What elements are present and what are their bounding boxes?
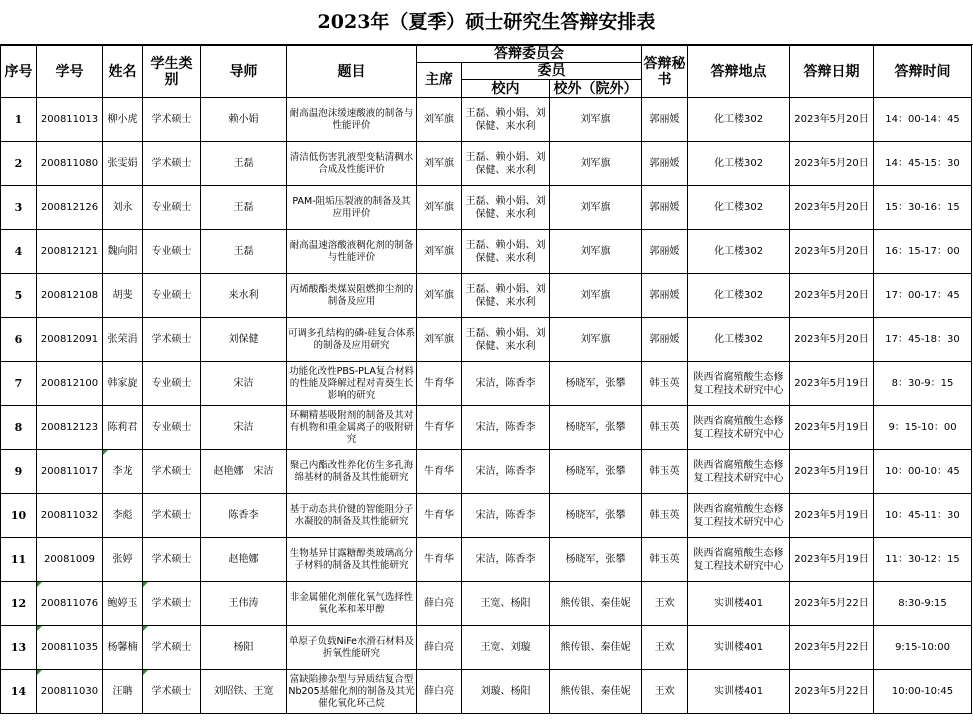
cell-location[interactable]: 化工楼302 xyxy=(688,186,790,230)
cell-name[interactable]: 李彪 xyxy=(103,494,143,538)
cell-secretary[interactable]: 韩玉英 xyxy=(642,406,688,450)
cell-student-id[interactable]: 200811035 xyxy=(37,626,103,670)
cell-advisor[interactable]: 王磊 xyxy=(201,186,287,230)
cell-time[interactable]: 16：15-17：00 xyxy=(874,230,972,274)
header-members: 委员 xyxy=(462,63,642,80)
table-row xyxy=(1,186,972,230)
header-committee: 答辩委员会 xyxy=(417,46,642,63)
cell-time[interactable]: 10：00-10：45 xyxy=(874,450,972,494)
cell-name[interactable]: 汪聃 xyxy=(103,670,143,714)
cell-name[interactable]: 刘永 xyxy=(103,186,143,230)
cell-student-id[interactable]: 200812091 xyxy=(37,318,103,362)
header-date: 答辩日期 xyxy=(790,46,874,98)
cell-location[interactable]: 化工楼302 xyxy=(688,318,790,362)
cell-chair[interactable]: 刘军旗 xyxy=(417,274,462,318)
cell-seq[interactable]: 12 xyxy=(1,582,37,626)
cell-internal[interactable]: 王磊、赖小娟、刘保健、来水利 xyxy=(462,98,550,142)
cell-internal[interactable]: 刘璇、杨阳 xyxy=(462,670,550,714)
cell-category[interactable]: 学术硕士 xyxy=(143,98,201,142)
cell-name[interactable]: 陈莉君 xyxy=(103,406,143,450)
cell-category[interactable]: 专业硕士 xyxy=(143,362,201,406)
cell-location[interactable]: 陕西省腐殖酸生态修复工程技术研究中心 xyxy=(688,406,790,450)
table-body xyxy=(1,98,972,714)
cell-time[interactable]: 14：00-14：45 xyxy=(874,98,972,142)
cell-internal[interactable]: 王磊、赖小娟、刘保健、来水利 xyxy=(462,186,550,230)
cell-topic[interactable]: 富缺陷掺杂型与异质结复合型Nb205基催化剂的制备及其光催化氧化环己烷 xyxy=(287,670,417,714)
cell-topic[interactable]: PAM-阻垢压裂液的制备及其应用评价 xyxy=(287,186,417,230)
cell-location[interactable]: 陕西省腐殖酸生态修复工程技术研究中心 xyxy=(688,494,790,538)
cell-seq[interactable]: 2 xyxy=(1,142,37,186)
header-seq: 序号 xyxy=(1,46,37,98)
cell-chair[interactable]: 刘军旗 xyxy=(417,186,462,230)
cell-advisor[interactable]: 赖小娟 xyxy=(201,98,287,142)
cell-seq[interactable]: 4 xyxy=(1,230,37,274)
cell-secretary[interactable]: 郭丽媛 xyxy=(642,230,688,274)
cell-topic[interactable]: 功能化改性PBS-PLA复合材料的性能及降解过程对青葵生长影响的研究 xyxy=(287,362,417,406)
cell-category[interactable]: 专业硕士 xyxy=(143,406,201,450)
table-row xyxy=(1,494,972,538)
cell-chair[interactable]: 刘军旗 xyxy=(417,318,462,362)
cell-chair[interactable]: 牛育华 xyxy=(417,450,462,494)
cell-internal[interactable]: 王磊、赖小娟、刘保健、来水利 xyxy=(462,274,550,318)
cell-location[interactable]: 化工楼302 xyxy=(688,98,790,142)
cell-student-id[interactable]: 200812126 xyxy=(37,186,103,230)
header-location: 答辩地点 xyxy=(688,46,790,98)
cell-location[interactable]: 陕西省腐殖酸生态修复工程技术研究中心 xyxy=(688,362,790,406)
cell-internal[interactable]: 王宽、刘璇 xyxy=(462,626,550,670)
cell-time[interactable]: 14：45-15：30 xyxy=(874,142,972,186)
cell-internal[interactable]: 王宽、杨阳 xyxy=(462,582,550,626)
cell-category[interactable]: 学术硕士 xyxy=(143,538,201,582)
cell-topic[interactable]: 清洁低伤害乳液型变粘清稠水合成及性能评价 xyxy=(287,142,417,186)
cell-student-id[interactable]: 200811032 xyxy=(37,494,103,538)
cell-secretary[interactable]: 韩玉英 xyxy=(642,494,688,538)
cell-chair[interactable]: 刘军旗 xyxy=(417,230,462,274)
cell-internal[interactable]: 王磊、赖小娟、刘保健、来水利 xyxy=(462,142,550,186)
cell-topic[interactable]: 可调多孔结构的磷-硅复合体系的制备及应用研究 xyxy=(287,318,417,362)
header-topic: 题目 xyxy=(287,46,417,98)
cell-seq[interactable]: 13 xyxy=(1,626,37,670)
header-name: 姓名 xyxy=(103,46,143,98)
table-header xyxy=(1,46,972,98)
cell-category[interactable]: 学术硕士 xyxy=(143,450,201,494)
cell-chair[interactable]: 刘军旗 xyxy=(417,98,462,142)
cell-seq[interactable]: 7 xyxy=(1,362,37,406)
cell-name[interactable]: 魏向阳 xyxy=(103,230,143,274)
cell-external[interactable]: 熊传银、秦佳妮 xyxy=(550,626,642,670)
cell-name[interactable]: 柳小虎 xyxy=(103,98,143,142)
header-student-id: 学号 xyxy=(37,46,103,98)
table-row xyxy=(1,362,972,406)
cell-topic[interactable]: 非金属催化剂催化氧气选择性氧化苯和苯甲醇 xyxy=(287,582,417,626)
cell-external[interactable]: 杨晓军，张攀 xyxy=(550,406,642,450)
cell-internal[interactable]: 宋洁，陈香李 xyxy=(462,494,550,538)
cell-time[interactable]: 8:30-9:15 xyxy=(874,582,972,626)
cell-seq[interactable]: 6 xyxy=(1,318,37,362)
cell-date[interactable]: 2023年5月20日 xyxy=(790,318,874,362)
header-internal: 校内 xyxy=(462,80,550,98)
cell-external[interactable]: 杨晓军，张攀 xyxy=(550,362,642,406)
cell-external[interactable]: 刘军旗 xyxy=(550,230,642,274)
cell-date[interactable]: 2023年5月22日 xyxy=(790,582,874,626)
header-chair: 主席 xyxy=(417,63,462,98)
cell-category[interactable]: 学术硕士 xyxy=(143,626,201,670)
cell-seq[interactable]: 8 xyxy=(1,406,37,450)
cell-location[interactable]: 实训楼401 xyxy=(688,582,790,626)
cell-advisor[interactable]: 赵艳娜 宋洁 xyxy=(201,450,287,494)
cell-category[interactable]: 学术硕士 xyxy=(143,494,201,538)
cell-topic[interactable]: 基于动态共价键的智能阻分子水凝胶的制备及其性能研究 xyxy=(287,494,417,538)
cell-external[interactable]: 熊传银、秦佳妮 xyxy=(550,582,642,626)
cell-internal[interactable]: 王磊、赖小娟、刘保健、来水利 xyxy=(462,230,550,274)
cell-topic[interactable]: 生物基异甘露糖醇类玻璃高分子材料的制备及其性能研究 xyxy=(287,538,417,582)
cell-category[interactable]: 专业硕士 xyxy=(143,186,201,230)
table-row xyxy=(1,450,972,494)
table-row xyxy=(1,538,972,582)
cell-secretary[interactable]: 郭丽媛 xyxy=(642,98,688,142)
cell-external[interactable]: 刘军旗 xyxy=(550,142,642,186)
table-row xyxy=(1,626,972,670)
cell-date[interactable]: 2023年5月20日 xyxy=(790,142,874,186)
table-row xyxy=(1,98,972,142)
cell-time[interactable]: 9:15-10:00 xyxy=(874,626,972,670)
cell-student-id[interactable]: 200812123 xyxy=(37,406,103,450)
cell-secretary[interactable]: 王欢 xyxy=(642,582,688,626)
cell-external[interactable]: 杨晓军，张攀 xyxy=(550,494,642,538)
cell-topic[interactable]: 环糊精基吸附剂的制备及其对有机物和重金属离子的吸附研究 xyxy=(287,406,417,450)
cell-secretary[interactable]: 郭丽媛 xyxy=(642,274,688,318)
cell-advisor[interactable]: 宋洁 xyxy=(201,406,287,450)
cell-student-id[interactable]: 200811080 xyxy=(37,142,103,186)
header-time: 答辩时间 xyxy=(874,46,972,98)
cell-date[interactable]: 2023年5月22日 xyxy=(790,670,874,714)
cell-external[interactable]: 熊传银、秦佳妮 xyxy=(550,670,642,714)
cell-student-id[interactable]: 20081009 xyxy=(37,538,103,582)
cell-date[interactable]: 2023年5月19日 xyxy=(790,362,874,406)
cell-name[interactable]: 胡斐 xyxy=(103,274,143,318)
cell-secretary[interactable]: 郭丽媛 xyxy=(642,142,688,186)
cell-secretary[interactable]: 郭丽媛 xyxy=(642,186,688,230)
cell-seq[interactable]: 9 xyxy=(1,450,37,494)
table-row xyxy=(1,406,972,450)
cell-location[interactable]: 化工楼302 xyxy=(688,230,790,274)
cell-location[interactable]: 实训楼401 xyxy=(688,670,790,714)
cell-topic[interactable]: 耐高温速溶酸液稠化剂的制备与性能评价 xyxy=(287,230,417,274)
cell-topic[interactable]: 聚己内酯改性养化仿生多孔海绵基材的制备及其性能研究 xyxy=(287,450,417,494)
cell-time[interactable]: 17：00-17：45 xyxy=(874,274,972,318)
cell-time[interactable]: 17：45-18：30 xyxy=(874,318,972,362)
cell-secretary[interactable]: 郭丽媛 xyxy=(642,318,688,362)
cell-external[interactable]: 刘军旗 xyxy=(550,318,642,362)
cell-internal[interactable]: 宋洁，陈香李 xyxy=(462,538,550,582)
cell-seq[interactable]: 1 xyxy=(1,98,37,142)
cell-category[interactable]: 学术硕士 xyxy=(143,318,201,362)
cell-topic[interactable]: 丙烯酸酯类煤炭阻燃抑尘剂的制备及应用 xyxy=(287,274,417,318)
cell-chair[interactable]: 牛育华 xyxy=(417,538,462,582)
cell-name[interactable]: 鲍婷玉 xyxy=(103,582,143,626)
table-row xyxy=(1,582,972,626)
cell-category[interactable]: 学术硕士 xyxy=(143,582,201,626)
cell-internal[interactable]: 宋洁，陈香李 xyxy=(462,406,550,450)
cell-location[interactable]: 化工楼302 xyxy=(688,274,790,318)
cell-chair[interactable]: 牛育华 xyxy=(417,494,462,538)
cell-advisor[interactable]: 赵艳娜 xyxy=(201,538,287,582)
cell-seq[interactable]: 11 xyxy=(1,538,37,582)
cell-secretary[interactable]: 韩玉英 xyxy=(642,538,688,582)
cell-name[interactable]: 张婷 xyxy=(103,538,143,582)
cell-student-id[interactable]: 200811017 xyxy=(37,450,103,494)
cell-external[interactable]: 刘军旗 xyxy=(550,274,642,318)
cell-seq[interactable]: 3 xyxy=(1,186,37,230)
cell-category[interactable]: 学术硕士 xyxy=(143,670,201,714)
cell-category[interactable]: 专业硕士 xyxy=(143,274,201,318)
cell-chair[interactable]: 薛白亮 xyxy=(417,582,462,626)
cell-advisor[interactable]: 来水利 xyxy=(201,274,287,318)
cell-date[interactable]: 2023年5月20日 xyxy=(790,274,874,318)
cell-advisor[interactable]: 宋洁 xyxy=(201,362,287,406)
cell-seq[interactable]: 14 xyxy=(1,670,37,714)
cell-name[interactable]: 张荣涓 xyxy=(103,318,143,362)
cell-location[interactable]: 化工楼302 xyxy=(688,142,790,186)
cell-advisor[interactable]: 杨阳 xyxy=(201,626,287,670)
cell-chair[interactable]: 刘军旗 xyxy=(417,142,462,186)
cell-student-id[interactable]: 200812121 xyxy=(37,230,103,274)
cell-secretary[interactable]: 王欢 xyxy=(642,670,688,714)
cell-chair[interactable]: 薛白亮 xyxy=(417,670,462,714)
cell-name[interactable]: 杨馨楠 xyxy=(103,626,143,670)
table-row xyxy=(1,142,972,186)
cell-date[interactable]: 2023年5月20日 xyxy=(790,230,874,274)
cell-date[interactable]: 2023年5月19日 xyxy=(790,538,874,582)
cell-seq[interactable]: 10 xyxy=(1,494,37,538)
table-row xyxy=(1,274,972,318)
header-external: 校外（院外） xyxy=(550,80,642,98)
cell-advisor[interactable]: 刘保健 xyxy=(201,318,287,362)
defense-schedule-table xyxy=(0,45,972,714)
cell-time[interactable]: 8：30-9：15 xyxy=(874,362,972,406)
cell-topic[interactable]: 单原子负载NiFe水滑石材料及折氧性能研究 xyxy=(287,626,417,670)
cell-secretary[interactable]: 王欢 xyxy=(642,626,688,670)
cell-secretary[interactable]: 韩玉英 xyxy=(642,362,688,406)
cell-secretary[interactable]: 韩玉英 xyxy=(642,450,688,494)
cell-chair[interactable]: 牛育华 xyxy=(417,406,462,450)
cell-date[interactable]: 2023年5月20日 xyxy=(790,186,874,230)
cell-internal[interactable]: 宋洁，陈香李 xyxy=(462,362,550,406)
cell-advisor[interactable]: 王伟涛 xyxy=(201,582,287,626)
cell-category[interactable]: 学术硕士 xyxy=(143,142,201,186)
cell-topic[interactable]: 耐高温泡沫缓速酸液的制备与性能评价 xyxy=(287,98,417,142)
table-row xyxy=(1,318,972,362)
cell-external[interactable]: 杨晓军，张攀 xyxy=(550,450,642,494)
cell-external[interactable]: 刘军旗 xyxy=(550,98,642,142)
cell-name[interactable]: 韩家旋 xyxy=(103,362,143,406)
cell-date[interactable]: 2023年5月19日 xyxy=(790,450,874,494)
cell-name[interactable]: 张雯娟 xyxy=(103,142,143,186)
cell-location[interactable]: 实训楼401 xyxy=(688,626,790,670)
cell-advisor[interactable]: 刘昭铁、王宽 xyxy=(201,670,287,714)
header-secretary: 答辩秘书 xyxy=(642,46,688,98)
table-row xyxy=(1,670,972,714)
cell-chair[interactable]: 薛白亮 xyxy=(417,626,462,670)
cell-date[interactable]: 2023年5月19日 xyxy=(790,494,874,538)
cell-time[interactable]: 11：30-12：15 xyxy=(874,538,972,582)
table-row xyxy=(1,230,972,274)
cell-student-id[interactable]: 200811030 xyxy=(37,670,103,714)
cell-location[interactable]: 陕西省腐殖酸生态修复工程技术研究中心 xyxy=(688,450,790,494)
cell-external[interactable]: 杨晓军，张攀 xyxy=(550,538,642,582)
cell-seq[interactable]: 5 xyxy=(1,274,37,318)
cell-advisor[interactable]: 王磊 xyxy=(201,230,287,274)
cell-date[interactable]: 2023年5月22日 xyxy=(790,626,874,670)
cell-chair[interactable]: 牛育华 xyxy=(417,362,462,406)
sheet-title: 2023年（夏季）硕士研究生答辩安排表 xyxy=(0,0,973,45)
cell-external[interactable]: 刘军旗 xyxy=(550,186,642,230)
cell-time[interactable]: 10：45-11：30 xyxy=(874,494,972,538)
cell-student-id[interactable]: 200812108 xyxy=(37,274,103,318)
cell-time[interactable]: 9：15-10：00 xyxy=(874,406,972,450)
cell-category[interactable]: 专业硕士 xyxy=(143,230,201,274)
cell-name[interactable]: 李龙 xyxy=(103,450,143,494)
cell-time[interactable]: 15：30-16：15 xyxy=(874,186,972,230)
cell-location[interactable]: 陕西省腐殖酸生态修复工程技术研究中心 xyxy=(688,538,790,582)
cell-time[interactable]: 10:00-10:45 xyxy=(874,670,972,714)
cell-student-id[interactable]: 200812100 xyxy=(37,362,103,406)
cell-internal[interactable]: 王磊、赖小娟、刘保健、来水利 xyxy=(462,318,550,362)
cell-advisor[interactable]: 王磊 xyxy=(201,142,287,186)
cell-date[interactable]: 2023年5月20日 xyxy=(790,98,874,142)
header-advisor: 导师 xyxy=(201,46,287,98)
cell-internal[interactable]: 宋洁，陈香李 xyxy=(462,450,550,494)
cell-student-id[interactable]: 200811013 xyxy=(37,98,103,142)
cell-date[interactable]: 2023年5月19日 xyxy=(790,406,874,450)
header-category: 学生类别 xyxy=(143,46,201,98)
cell-advisor[interactable]: 陈香李 xyxy=(201,494,287,538)
cell-student-id[interactable]: 200811076 xyxy=(37,582,103,626)
